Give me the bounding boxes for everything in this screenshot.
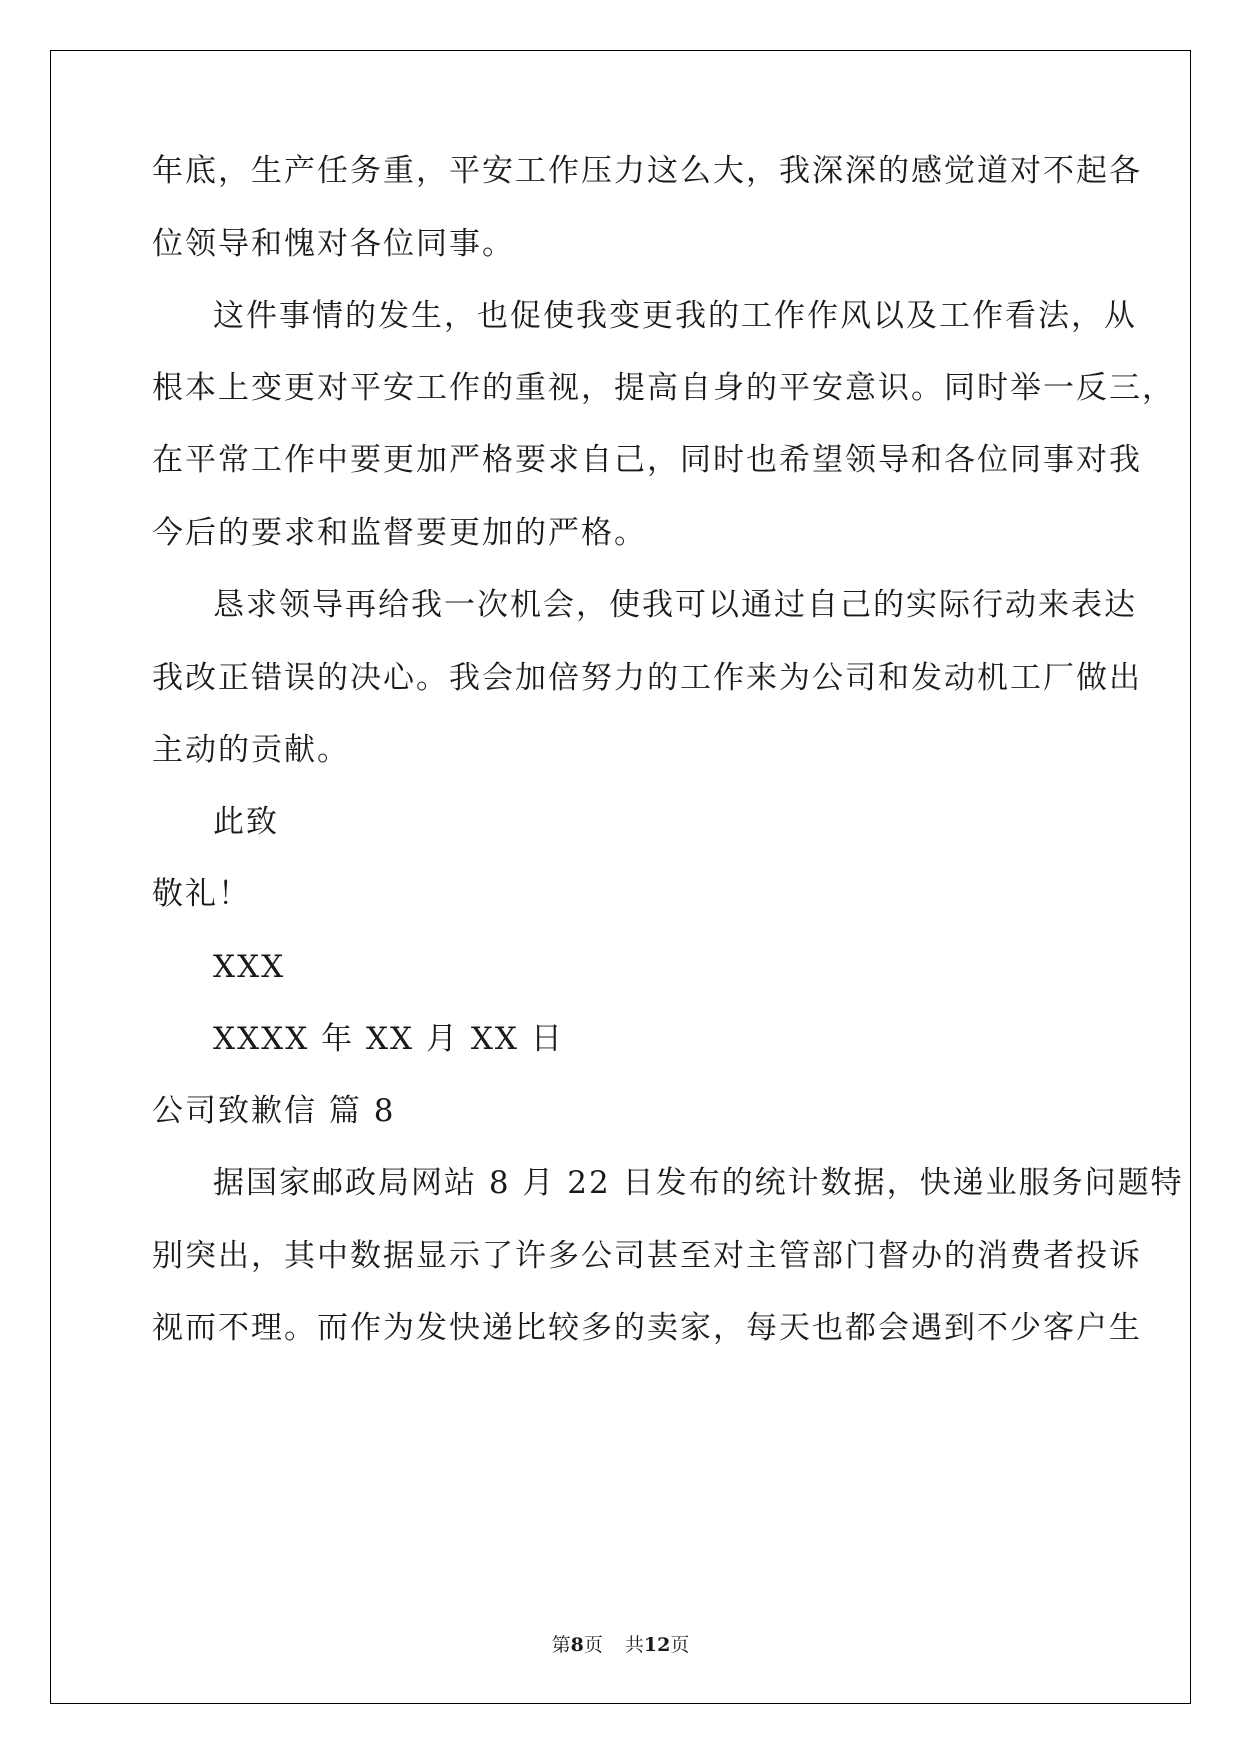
signature-name: XXX [213, 949, 286, 985]
total-page-number: 12 [643, 1634, 671, 1656]
footer-total-prefix: 共 [624, 1634, 644, 1656]
page-footer [0, 1633, 1241, 1657]
text-line: 视而不理。而作为发快递比较多的卖家，每天也都会遇到不少客户生 [152, 1310, 1142, 1346]
closing-salutation: 此致 [213, 804, 279, 840]
text-line: 别突出，其中数据显示了许多公司甚至对主管部门督办的消费者投诉 [152, 1238, 1142, 1274]
text-line: 今后的要求和监督要更加的严格。 [152, 515, 647, 551]
current-page-number: 8 [570, 1634, 584, 1656]
text-line: 在平常工作中要更加严格要求自己，同时也希望领导和各位同事对我 [152, 442, 1142, 478]
footer-page-suffix: 页 [583, 1634, 603, 1656]
closing-regards: 敬礼！ [152, 876, 251, 912]
footer-total-suffix: 页 [670, 1634, 690, 1656]
text-line: 根本上变更对平安工作的重视，提高自身的平安意识。同时举一反三， [152, 370, 1175, 406]
text-line: 年底，生产任务重，平安工作压力这么大，我深深的感觉道对不起各 [152, 153, 1142, 189]
signature-date: XXXX 年 XX 月 XX 日 [213, 1021, 564, 1057]
text-line: 据国家邮政局网站 8 月 22 日发布的统计数据，快递业服务问题特 [213, 1165, 1184, 1201]
text-line: 主动的贡献。 [152, 732, 350, 768]
footer-prefix: 第 [551, 1634, 571, 1656]
text-line: 我改正错误的决心。我会加倍努力的工作来为公司和发动机工厂做出 [152, 660, 1142, 696]
text-line: 恳求领导再给我一次机会，使我可以通过自己的实际行动来表达 [213, 587, 1137, 623]
text-line: 这件事情的发生，也促使我变更我的工作作风以及工作看法，从 [213, 298, 1137, 334]
text-line: 位领导和愧对各位同事。 [152, 226, 515, 262]
section-heading: 公司致歉信 篇 8 [152, 1093, 396, 1129]
